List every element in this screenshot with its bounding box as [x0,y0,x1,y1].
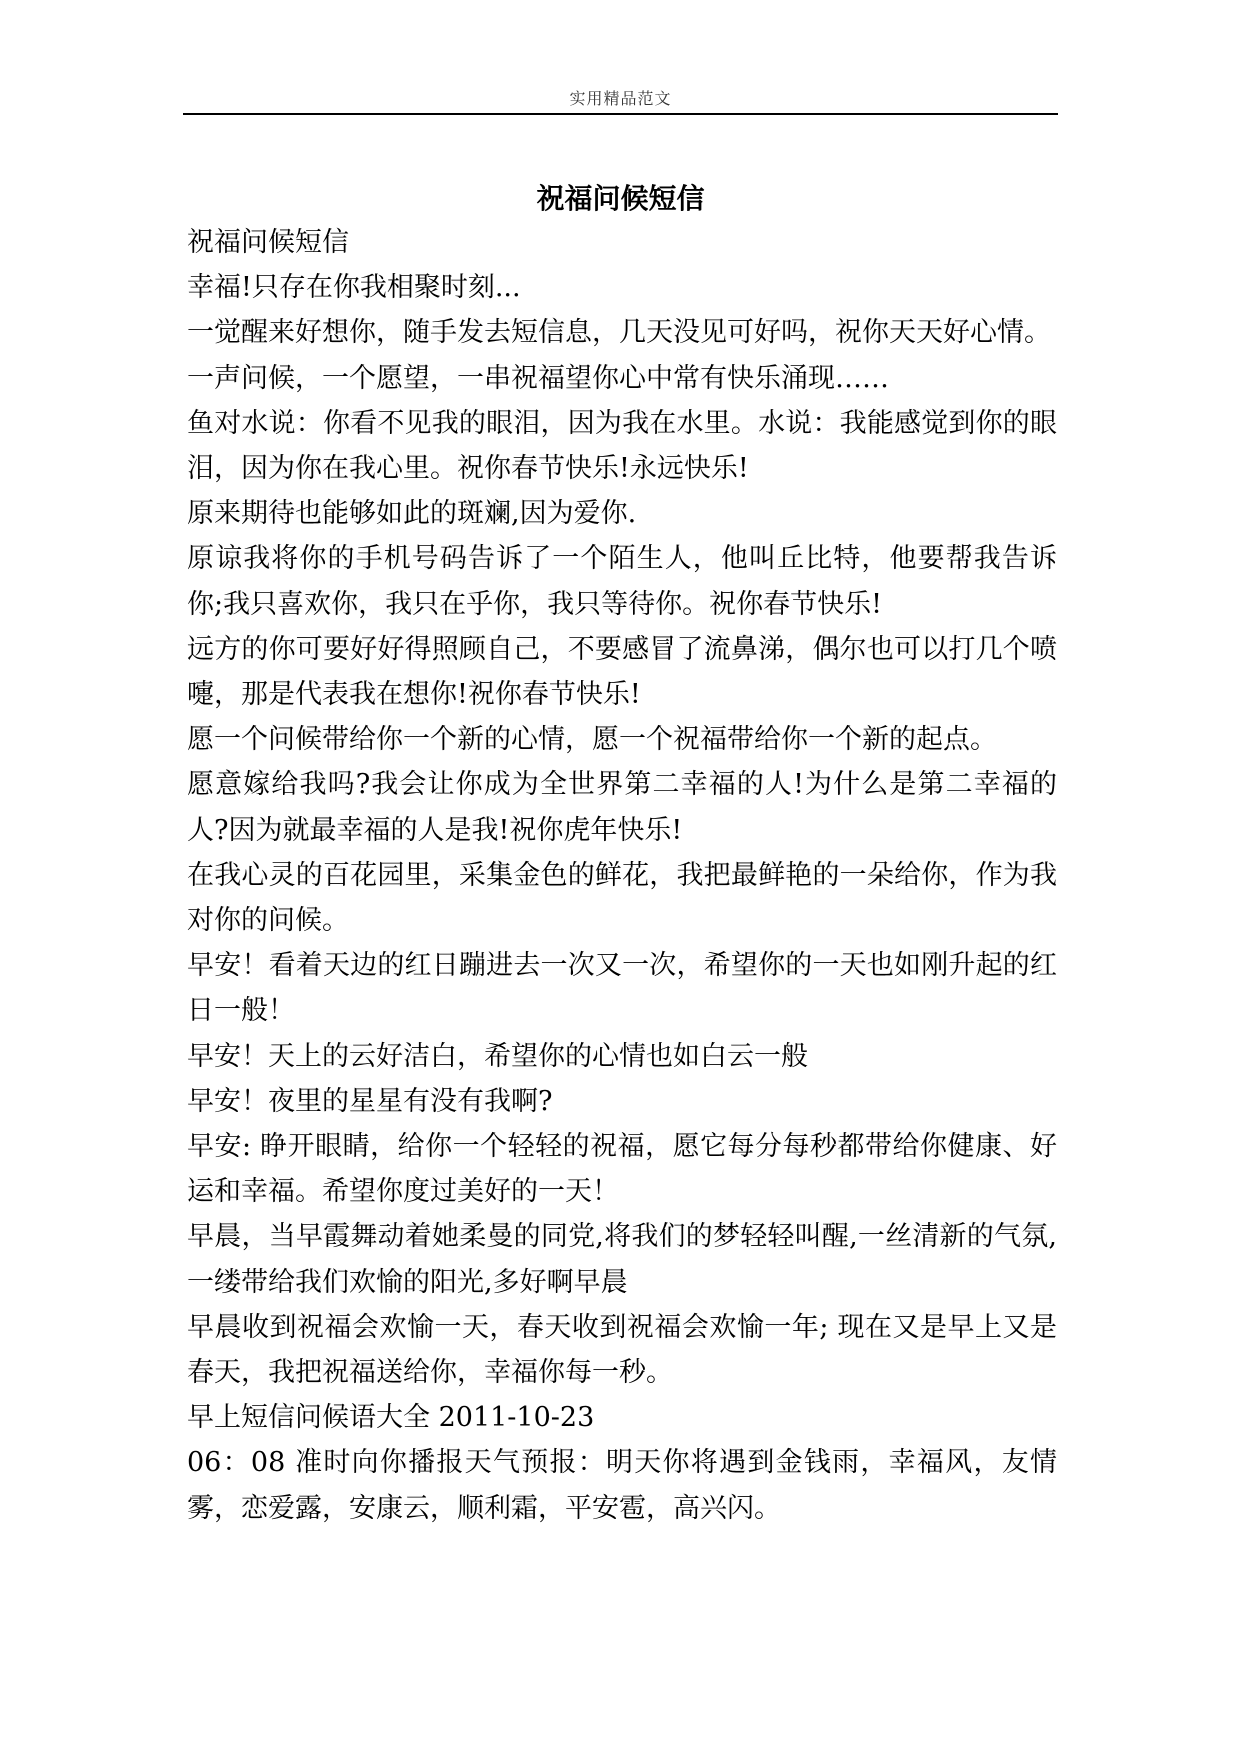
header-divider [183,113,1058,115]
paragraph: 早安！看着天边的红日蹦进去一次又一次，希望你的一天也如刚升起的红日一般！ [187,950,1057,1027]
paragraph: 鱼对水说：你看不见我的眼泪，因为我在水里。水说：我能感觉到你的眼泪，因为你在我心里。祝你春节快乐!永远快乐! [187,407,1057,485]
paragraph: 早晨，当早霞舞动着她柔曼的同党,将我们的梦轻轻叫醒,一丝清新的气氛,一缕带给我们欢愉的阳光,多好啊早晨 [187,1221,1057,1298]
document-body [187,220,1057,1531]
paragraph: 原来期待也能够如此的斑斓,因为爱你. [187,498,637,530]
paragraph: 早晨收到祝福会欢愉一天，春天收到祝福会欢愉一年; 现在又是早上又是春天，我把祝福送给你，幸福你每一秒。 [187,1311,1057,1389]
paragraph: 幸福!只存在你我相聚时刻... [187,272,521,304]
paragraph: 一声问候，一个愿望，一串祝福望你心中常有快乐涌现…… [187,362,889,394]
paragraph: 远方的你可要好好得照顾自己，不要感冒了流鼻涕，偶尔也可以打几个喷嚏，那是代表我在想你!祝你春节快乐! [187,633,1057,711]
paragraph: 祝福问候短信 [187,227,349,258]
paragraph: 一觉醒来好想你，随手发去短信息，几天没见可好吗，祝你天天好心情。 [187,317,1051,349]
paragraph: 早安: 睁开眼睛，给你一个轻轻的祝福，愿它每分每秒都带给你健康、好运和幸福。希望你度过美好的一天！ [187,1131,1057,1208]
paragraph: 早安！天上的云好洁白，希望你的心情也如白云一般 [187,1040,808,1072]
running-header: 实用精品范文 [569,89,672,108]
paragraph: 早上短信问候语大全 2011-10-23 [187,1402,595,1434]
document-title: 祝福问候短信 [536,181,705,215]
paragraph: 愿意嫁给我吗?我会让你成为全世界第二幸福的人!为什么是第二幸福的人?因为就最幸福的人是我!祝你虎年快乐! [187,769,1057,846]
paragraph: 原谅我将你的手机号码告诉了一个陌生人，他叫丘比特，他要帮我告诉你;我只喜欢你，我只在乎你，我只等待你。祝你春节快乐! [187,543,1057,620]
paragraph: 愿一个问候带给你一个新的心情，愿一个祝福带给你一个新的起点。 [187,724,997,756]
paragraph: 06：08 准时向你播报天气预报：明天你将遇到金钱雨，幸福风，友情雾，恋爱露，安康云，顺利霜，平安雹，高兴闪。 [187,1447,1057,1524]
paragraph: 在我心灵的百花园里，采集金色的鲜花，我把最鲜艳的一朵给你，作为我对你的问候。 [187,859,1057,937]
paragraph: 早安！夜里的星星有没有我啊? [187,1085,553,1117]
